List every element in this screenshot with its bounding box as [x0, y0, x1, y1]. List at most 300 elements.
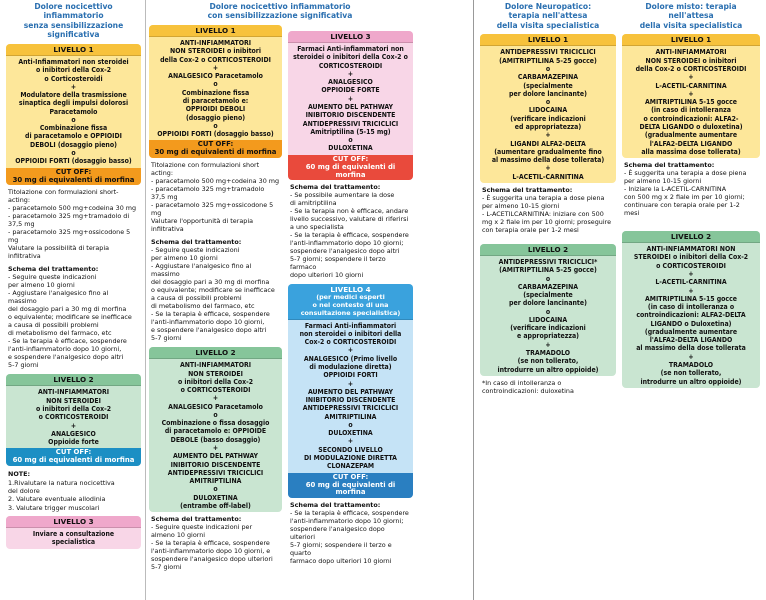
level-content	[288, 43, 413, 155]
text-line: 1.Rivalutare la natura nocicettiva	[8, 478, 115, 487]
text-line: NON STEROIDEI o inibitori	[170, 47, 261, 56]
level-title: LIVELLO 2	[6, 374, 141, 386]
text-line: - Se la terapia non è efficace, andare	[290, 207, 409, 216]
text-line: ANTI-INFIAMMATORI	[37, 388, 110, 397]
text-line: Farmaci Anti-infiammatori	[304, 321, 397, 330]
text-line: Titolazione con formulazioni short acting:	[151, 161, 260, 178]
text-line: Dolore nocicettivo infiammatorio	[209, 2, 351, 11]
text-line: - Aggiustare l'analgesico fino al massimo	[151, 262, 252, 279]
level-content	[6, 56, 141, 168]
level-1-box	[149, 25, 282, 158]
text-line: o	[545, 274, 551, 283]
text-line: ANTI-INFIAMMATORI	[179, 361, 252, 370]
text-line: l'anti-infiammatorio dopo 10 giorni, e	[151, 547, 271, 556]
text-line: TRAMADOLO	[525, 349, 571, 358]
text-line: specialistica	[51, 538, 96, 547]
text-line: AUMENTO DEL PATHWAY	[307, 387, 394, 396]
text-line: per dolore lancinante)	[509, 89, 587, 98]
text-line: +	[70, 421, 77, 430]
text-line: LIDOCAINA	[528, 106, 568, 115]
treatment-schema	[151, 238, 280, 342]
text-line: (AMITRIPTILINA 5-25 gocce)	[499, 266, 597, 275]
text-line: CARBAMAZEPINA	[517, 282, 579, 291]
text-line: 30 mg di equivalenti di morfina	[12, 175, 135, 184]
text-line: - Se la terapia è efficace, sospendere	[290, 231, 409, 240]
text-line: (specialmente	[523, 291, 573, 300]
text-line: sinaptica degli impulsi dolorosi	[18, 99, 129, 108]
text-line: - Se la terapia è efficace, sospendere	[290, 509, 409, 518]
text-line: o controindicazioni: ALFA2-	[643, 114, 739, 123]
text-line: 60 mg di equivalenti di morfina	[305, 480, 396, 497]
text-line: ANALGESICO	[51, 429, 96, 438]
text-line: farmaco dopo ulteriori 10 giorni	[290, 557, 392, 566]
level-title: LIVELLO 2	[622, 231, 760, 243]
text-line: Cox-2 o CORTICOSTEROIDI	[304, 338, 397, 347]
text-line: 2. Valutare eventuale allodinia	[8, 495, 106, 504]
text-line: del dosaggio pari a 30 mg di morfina	[151, 278, 270, 287]
text-line: DEBOLI (dosaggio pieno)	[30, 140, 117, 149]
text-line: - Se possibile aumentare la dose	[290, 191, 395, 200]
text-line: o	[213, 80, 218, 89]
text-line: - L-ACETILCARNITINA: iniziare con 500	[482, 209, 604, 218]
text-line: per almeno 10 giorni	[8, 281, 75, 290]
text-line: OPPIOIDI FORTI (dosaggio basso)	[157, 130, 274, 139]
text-line: o equivalente; modificare se inefficace	[151, 286, 275, 295]
text-line: al massimo della dose tollerata)	[491, 156, 605, 165]
text-line: LIDOCAINA	[528, 315, 568, 324]
text-line: per dolore lancinante)	[509, 299, 587, 308]
text-line: CUT OFF:	[197, 140, 234, 149]
text-line: sospendere l'analgesico dopo altri	[290, 247, 400, 256]
text-line: della visita specialistica	[639, 20, 743, 30]
text-line: L-ACETIL-CARNITINA	[655, 278, 727, 287]
text-line: CUT OFF:	[55, 167, 92, 176]
text-line: o CORTICOSTEROIDI	[656, 261, 726, 270]
level-title: LIVELLO 3	[6, 516, 141, 528]
text-line: - paracetamolo 500 mg+codeina 30 mg	[8, 204, 137, 213]
text-line: o equivalente; modificare se inefficace	[8, 313, 132, 322]
text-line: - Se la terapia è efficace, sospendere	[151, 310, 270, 319]
text-line: l'anti-infiammatorio dopo 10 giorni,	[151, 318, 265, 327]
text-line: (gradualmente aumentare	[644, 327, 738, 336]
level-1-box	[480, 34, 616, 183]
level-3-box	[288, 31, 413, 180]
text-line: (aumentare gradualmente fino	[494, 147, 602, 156]
schema-title: Schema del trattamento:	[8, 265, 99, 274]
text-line: INIBITORIO DISCENDENTE	[305, 111, 396, 120]
text-line: di modulazione diretta)	[309, 362, 392, 371]
text-line: DULOXETINA	[328, 144, 373, 153]
schema-title: Schema del trattamento:	[290, 183, 381, 192]
text-line: non steroidei o inibitori della	[299, 329, 402, 338]
text-line: a causa di possibili problemi	[8, 321, 99, 330]
text-line: Modulatore della trasmissione	[20, 91, 127, 100]
text-line: della visita specialistica	[496, 20, 600, 30]
text-line: DULOXETINA	[193, 493, 238, 502]
text-line: L-ACETIL-CARNITINA	[655, 81, 727, 90]
text-line: (in caso di intolleranza o	[647, 303, 735, 312]
text-line: NON STEROIDEI	[188, 369, 243, 378]
text-line: controindicazioni: duloxetina	[482, 386, 574, 395]
schema-items	[151, 523, 280, 571]
text-line: introdurre un altro oppioide)	[640, 377, 742, 386]
schema-items	[8, 273, 139, 369]
text-line: Valutare l'opportunità di terapia	[151, 217, 254, 226]
text-line: 37,5 mg	[8, 220, 35, 229]
level-content	[6, 386, 141, 448]
text-line: DEBOLE (basso dosaggio)	[170, 435, 261, 444]
text-line: mg x 2 fiale im per 10 giorni; proseguire	[482, 217, 612, 226]
treatment-schema	[482, 186, 614, 234]
text-line: terapia nell'attesa	[508, 11, 588, 21]
text-line: CARBAMAZEPINA	[517, 73, 579, 82]
text-line: STEROIDEI o inibitori della Cox-2	[633, 253, 749, 262]
text-line: NON STEROIDEI	[46, 396, 101, 405]
text-line: +	[347, 379, 354, 388]
treatment-schema	[151, 515, 280, 571]
text-line: (specialmente	[523, 81, 573, 90]
text-line: Anti-Infiammatori non steroidei	[18, 57, 129, 66]
text-line: ANTIDEPRESSIVI TRICICLICI	[302, 119, 399, 128]
level-title: LIVELLO 1	[622, 34, 760, 46]
level-content	[149, 37, 282, 140]
text-line: a causa di possibili problemi	[151, 294, 242, 303]
text-line: +	[688, 89, 694, 98]
text-line: al massimo della dose tollerata	[636, 344, 746, 353]
text-line: +	[212, 394, 219, 403]
schema-items	[151, 246, 280, 342]
notes-items	[8, 479, 139, 512]
text-line: alla massima dose tollerata)	[641, 147, 741, 156]
text-line: di paracetamolo e: OPPIOIDE	[164, 427, 267, 436]
cutoff	[6, 448, 141, 466]
text-line: o Corticosteroidi	[44, 74, 103, 83]
text-line: (se non tollerato,	[660, 369, 722, 378]
text-line: Oppioide forte	[48, 438, 99, 447]
level-2-box	[6, 374, 141, 466]
text-line: Combinazione fissa	[181, 88, 250, 97]
text-line: L-ACETIL-CARNITINA	[512, 172, 584, 181]
text-line: (verificare indicazioni	[510, 114, 586, 123]
text-line: ANALGESICO Paracetamolo	[168, 402, 263, 411]
schema-items	[290, 191, 411, 279]
text-line: +	[212, 63, 219, 72]
text-line: LIGANDI ALFA2-DELTA	[510, 139, 586, 148]
text-line: o inibitori della Cox-2	[35, 66, 112, 75]
text-line: +	[70, 82, 77, 91]
text-line: (per medici esperti	[316, 293, 385, 302]
text-line: DI MODULAZIONE DIRETTA	[304, 454, 397, 463]
level-2-box	[149, 347, 282, 512]
text-line: o CORTICOSTEROIDI	[180, 386, 251, 395]
level-1-box	[6, 44, 141, 186]
level-2-box	[622, 231, 760, 388]
text-line: della Cox-2 o CORTICOSTEROIDI	[635, 65, 747, 74]
text-line: con 500 mg x 2 fiale im per 10 giorni;	[624, 193, 745, 202]
text-line: 60 mg di equivalenti di morfina	[12, 456, 135, 465]
text-line: Dolore Neuropatico:	[504, 2, 592, 11]
level-title: LIVELLO 3	[288, 31, 413, 43]
cutoff	[288, 155, 413, 181]
text-line: Inviare a consultazione	[32, 529, 115, 538]
text-line: Combinazione fissa	[39, 124, 108, 133]
text-line: (se non tollerato,	[517, 357, 579, 366]
text-line: ANTIDEPRESSIVI TRICICLICI*	[498, 257, 598, 266]
text-line: CLONAZEPAM	[326, 462, 375, 471]
schema-title: Schema del trattamento:	[151, 238, 242, 247]
text-line: 3. Valutare trigger muscolari	[8, 503, 100, 512]
text-line: 5-7 giorni	[8, 361, 39, 370]
text-line: AMITRIPTILINA	[324, 412, 377, 421]
text-line: (dosaggio pieno)	[185, 113, 246, 122]
text-line: continuare con terapia orale per 1-2	[624, 201, 740, 210]
schema-items	[290, 509, 411, 565]
text-line: *In caso di intolleranza o	[482, 378, 562, 387]
text-line: AMITRIPTILINA	[189, 477, 242, 486]
text-line: - paracetamolo 325 mg+ossicodone 5 mg	[8, 228, 131, 245]
level-title: LIVELLO 1	[480, 34, 616, 46]
schema-title: Schema del trattamento:	[290, 501, 381, 510]
treatment-schema	[290, 501, 411, 565]
level-content	[622, 243, 760, 388]
text-line: di paracetamolo e OPPIOIDI	[25, 132, 122, 141]
text-line: (entrambe off-label)	[180, 502, 251, 510]
text-line: - Se la terapia è efficace, sospendere	[8, 337, 127, 346]
text-line: 5-7 giorni	[151, 563, 182, 572]
schema-title: Schema del trattamento:	[482, 185, 573, 194]
text-line: AMITRIPTILINA 5-15 gocce	[645, 294, 737, 303]
text-line: +	[688, 73, 694, 82]
column-nociceptive-no-sensitization	[6, 0, 141, 552]
text-line: con sensibilizzazione significativa	[207, 11, 353, 21]
text-line: livello successivo, valutare di riferirsi	[290, 215, 409, 224]
text-line: l'anti-infiammatorio dopo 10 giorni,	[8, 345, 122, 354]
treatment-schema	[290, 183, 411, 279]
text-line: +	[688, 286, 694, 295]
text-line: della Cox-2 o CORTICOSTEROIDI	[160, 55, 271, 64]
text-line: Combinazione o fissa dosaggio	[161, 419, 270, 428]
text-line: - paracetamolo 325 mg+tramadolo di	[8, 212, 130, 221]
text-line: ANTIDEPRESSIVI TRICICLICI	[167, 468, 264, 477]
text-line: o inibitori della Cox-2	[35, 405, 112, 414]
text-line: ANTI-INFIAMMATORI NON	[646, 245, 736, 254]
level-content	[480, 256, 616, 376]
text-line: o CORTICOSTEROIDI	[38, 413, 109, 422]
column-levels-3-4	[288, 31, 413, 570]
schema-items	[482, 194, 614, 234]
text-line: o	[545, 98, 551, 107]
text-line: 60 mg di equivalenti di morfina	[305, 162, 396, 179]
text-line: di metabolismo del farmaco, etc	[8, 329, 112, 338]
text-line: ANALGESICO	[328, 78, 373, 87]
text-line: l'ALFA2-DELTA LIGANDO	[649, 139, 733, 148]
text-line: INIBITORIO DISCENDENTE	[170, 460, 261, 469]
cutoff	[149, 140, 282, 158]
notes-title: NOTE:	[8, 470, 31, 479]
text-line: - paracetamolo 325 mg+ossicodone 5 mg	[151, 201, 274, 218]
text-line: acting:	[8, 196, 30, 205]
column-header	[6, 0, 141, 44]
text-line: e sospendere l'analgesico dopo altri	[151, 326, 267, 335]
text-line: SECONDO LIVELLO	[318, 445, 383, 454]
level-title	[288, 284, 413, 319]
text-line: del dosaggio pari a 30 mg di morfina	[8, 305, 127, 314]
text-line: - Se la terapia è efficace, sospendere	[151, 539, 270, 548]
column-divider	[473, 0, 474, 600]
text-line: Farmaci Anti-infiammatori non	[297, 45, 404, 53]
text-line: +	[545, 131, 551, 140]
text-line: o	[71, 115, 76, 124]
text-line: AUMENTO DEL PATHWAY	[172, 452, 259, 461]
text-line: e sospendere l'analgesico dopo altri	[8, 353, 124, 362]
text-line: - Seguire queste indicazioni	[8, 273, 97, 282]
text-line: o	[213, 485, 218, 494]
text-line: TRAMADOLO	[668, 361, 714, 370]
text-line: ANALGESICO (Primo livello	[303, 354, 398, 363]
level-title-text: LIVELLO 4	[330, 285, 371, 295]
text-line: CUT OFF:	[332, 472, 369, 481]
schema-items	[624, 169, 758, 217]
text-line: CUT OFF:	[55, 448, 92, 457]
text-line: o inibitori della Cox-2	[177, 377, 254, 386]
text-line: - Aggiustare l'analgesico fino al massimo	[8, 289, 109, 306]
text-line: Titolazione con formulazioni short-	[8, 188, 119, 197]
text-line: (gradualmente aumentare	[644, 131, 738, 140]
text-line: OPPIOIDI FORTI (dosaggio basso)	[15, 157, 132, 166]
footnote	[482, 379, 614, 395]
text-line: - È suggerita una terapia a dose piena	[624, 169, 747, 178]
text-line: Valutare la possibilità di terapia	[8, 244, 110, 253]
text-line: DELTA LIGANDO o duloxetina)	[639, 122, 743, 131]
text-line: o	[71, 149, 76, 158]
text-line: o	[213, 410, 218, 419]
text-line: (AMITRIPTILINA 5-25 gocce)	[499, 56, 597, 65]
text-line: sospendere l'analgesico dopo ulteriori	[290, 525, 385, 542]
column-header	[622, 0, 760, 34]
text-line: steroidei o inibitori della Cox-2 o	[293, 53, 408, 62]
text-line: (verificare indicazioni	[510, 324, 586, 333]
titration-text	[8, 188, 139, 260]
text-line: introdurre un altro oppioide)	[497, 365, 599, 374]
level-title: LIVELLO 2	[149, 347, 282, 359]
text-line: controindicazioni: ALFA2-DELTA	[636, 311, 746, 320]
text-line: +	[545, 340, 551, 349]
level-title: LIVELLO 1	[149, 25, 282, 37]
text-line: 30 mg di equivalenti di morfina	[154, 148, 277, 157]
text-line: NON STEROIDEI o inibitori	[645, 56, 737, 65]
text-line: ANALGESICO Paracetamolo	[168, 72, 263, 81]
text-line: ANTI-INFIAMMATORI	[655, 48, 727, 57]
text-line: 5-7 giorni	[151, 334, 182, 343]
text-line: +	[688, 269, 694, 278]
level-content	[480, 46, 616, 183]
text-line: Dolore misto: terapia nell'attesa	[645, 2, 737, 21]
text-line: 5-7 giorni; sospendere il terzo farmaco	[290, 255, 386, 272]
text-line: - È suggerita una terapia a dose piena	[482, 193, 605, 202]
text-line: +	[347, 346, 354, 355]
text-line: (in caso di intolleranza	[651, 106, 731, 115]
text-line: senza sensibilizzazione	[23, 20, 124, 30]
text-line: almeno 10 giorni	[151, 531, 206, 540]
text-line: +	[347, 69, 354, 78]
column-neuropathic	[480, 0, 616, 400]
level-title: LIVELLO 1	[6, 44, 141, 56]
notes	[8, 470, 139, 512]
schema-title: Schema del trattamento:	[624, 161, 715, 170]
text-line: OPPIOIDE FORTE	[321, 86, 380, 95]
titration-text	[151, 161, 280, 233]
text-line: l'anti-infiammatorio dopo 10 giorni;	[290, 517, 404, 526]
column-header	[480, 0, 616, 34]
level-content	[149, 359, 282, 512]
text-line: - Iniziare la L-ACETIL-CARNITINA	[624, 185, 727, 194]
level-content	[6, 528, 141, 549]
text-line: - paracetamolo 500 mg+codeina 30 mg	[151, 177, 280, 186]
text-line: infiltrativa	[8, 252, 41, 261]
column-divider	[145, 0, 146, 600]
text-line: di amitriptilina	[290, 199, 337, 208]
text-line: del dolore	[8, 486, 40, 495]
text-line: AUMENTO DEL PATHWAY	[307, 102, 394, 111]
text-line: per almeno 10 giorni	[151, 254, 218, 263]
text-line: significativa	[47, 30, 100, 40]
text-line: AMITRIPTILINA 5-15 gocce	[645, 98, 737, 107]
text-line: o	[545, 65, 551, 74]
text-line: ANTIDEPRESSIVI TRICICLICI	[302, 404, 399, 413]
text-line: ed appropriatezza)	[514, 122, 582, 131]
text-line: - Seguire queste indicazioni	[151, 246, 240, 255]
text-line: ANTIDEPRESSIVI TRICICLICI	[500, 48, 596, 57]
text-line: consultazione specialistica)	[300, 308, 401, 317]
text-line: - paracetamolo 325 mg+tramadolo 37,5 mg	[151, 185, 265, 202]
level-subtitle	[290, 294, 411, 317]
text-line: o	[348, 136, 353, 145]
column-mixed-pain	[622, 0, 760, 391]
level-3-box	[6, 516, 141, 549]
text-line: +	[347, 94, 354, 103]
text-line: +	[347, 437, 354, 446]
text-line: infiltrativa	[151, 225, 184, 234]
text-line: CORTICOSTEROIDI	[318, 61, 383, 70]
text-line: di metabolismo del farmaco, etc	[151, 302, 255, 311]
text-line: per almeno 10-15 giorni	[482, 201, 560, 210]
text-line: l'anti-infiammatorio dopo 10 giorni;	[290, 239, 404, 248]
text-line: CUT OFF:	[332, 154, 369, 163]
text-line: l'ALFA2-DELTA LIGANDO	[649, 336, 733, 345]
text-line: Dolore nocicettivo infiammatorio	[34, 2, 113, 21]
text-line: Paracetamolo	[49, 107, 98, 116]
text-line: - Seguire queste indicazioni per	[151, 523, 253, 532]
cutoff	[288, 473, 413, 499]
text-line: o	[545, 307, 551, 316]
text-line: DULOXETINA	[328, 429, 373, 438]
level-2-box	[480, 244, 616, 376]
schema-title: Schema del trattamento:	[151, 515, 242, 524]
text-line: mesi	[624, 209, 640, 218]
text-line: o	[213, 121, 218, 130]
text-line: o nel contesto di una	[312, 301, 389, 310]
text-line: a uno specialista	[290, 223, 344, 232]
text-line: LIGANDO o Duloxetina)	[650, 319, 732, 328]
text-line: Amitriptilina (5-15 mg)	[310, 127, 391, 136]
text-line: con terapia orale per 1-2 mesi	[482, 225, 579, 234]
text-line: 5-7 giorni; sospendere il terzo e quarto	[290, 541, 392, 558]
column-header	[149, 0, 411, 25]
cutoff	[6, 168, 141, 186]
level-content	[288, 320, 413, 473]
text-line: ANTI-INFIAMMATORI	[179, 38, 252, 47]
level-4-box	[288, 284, 413, 498]
